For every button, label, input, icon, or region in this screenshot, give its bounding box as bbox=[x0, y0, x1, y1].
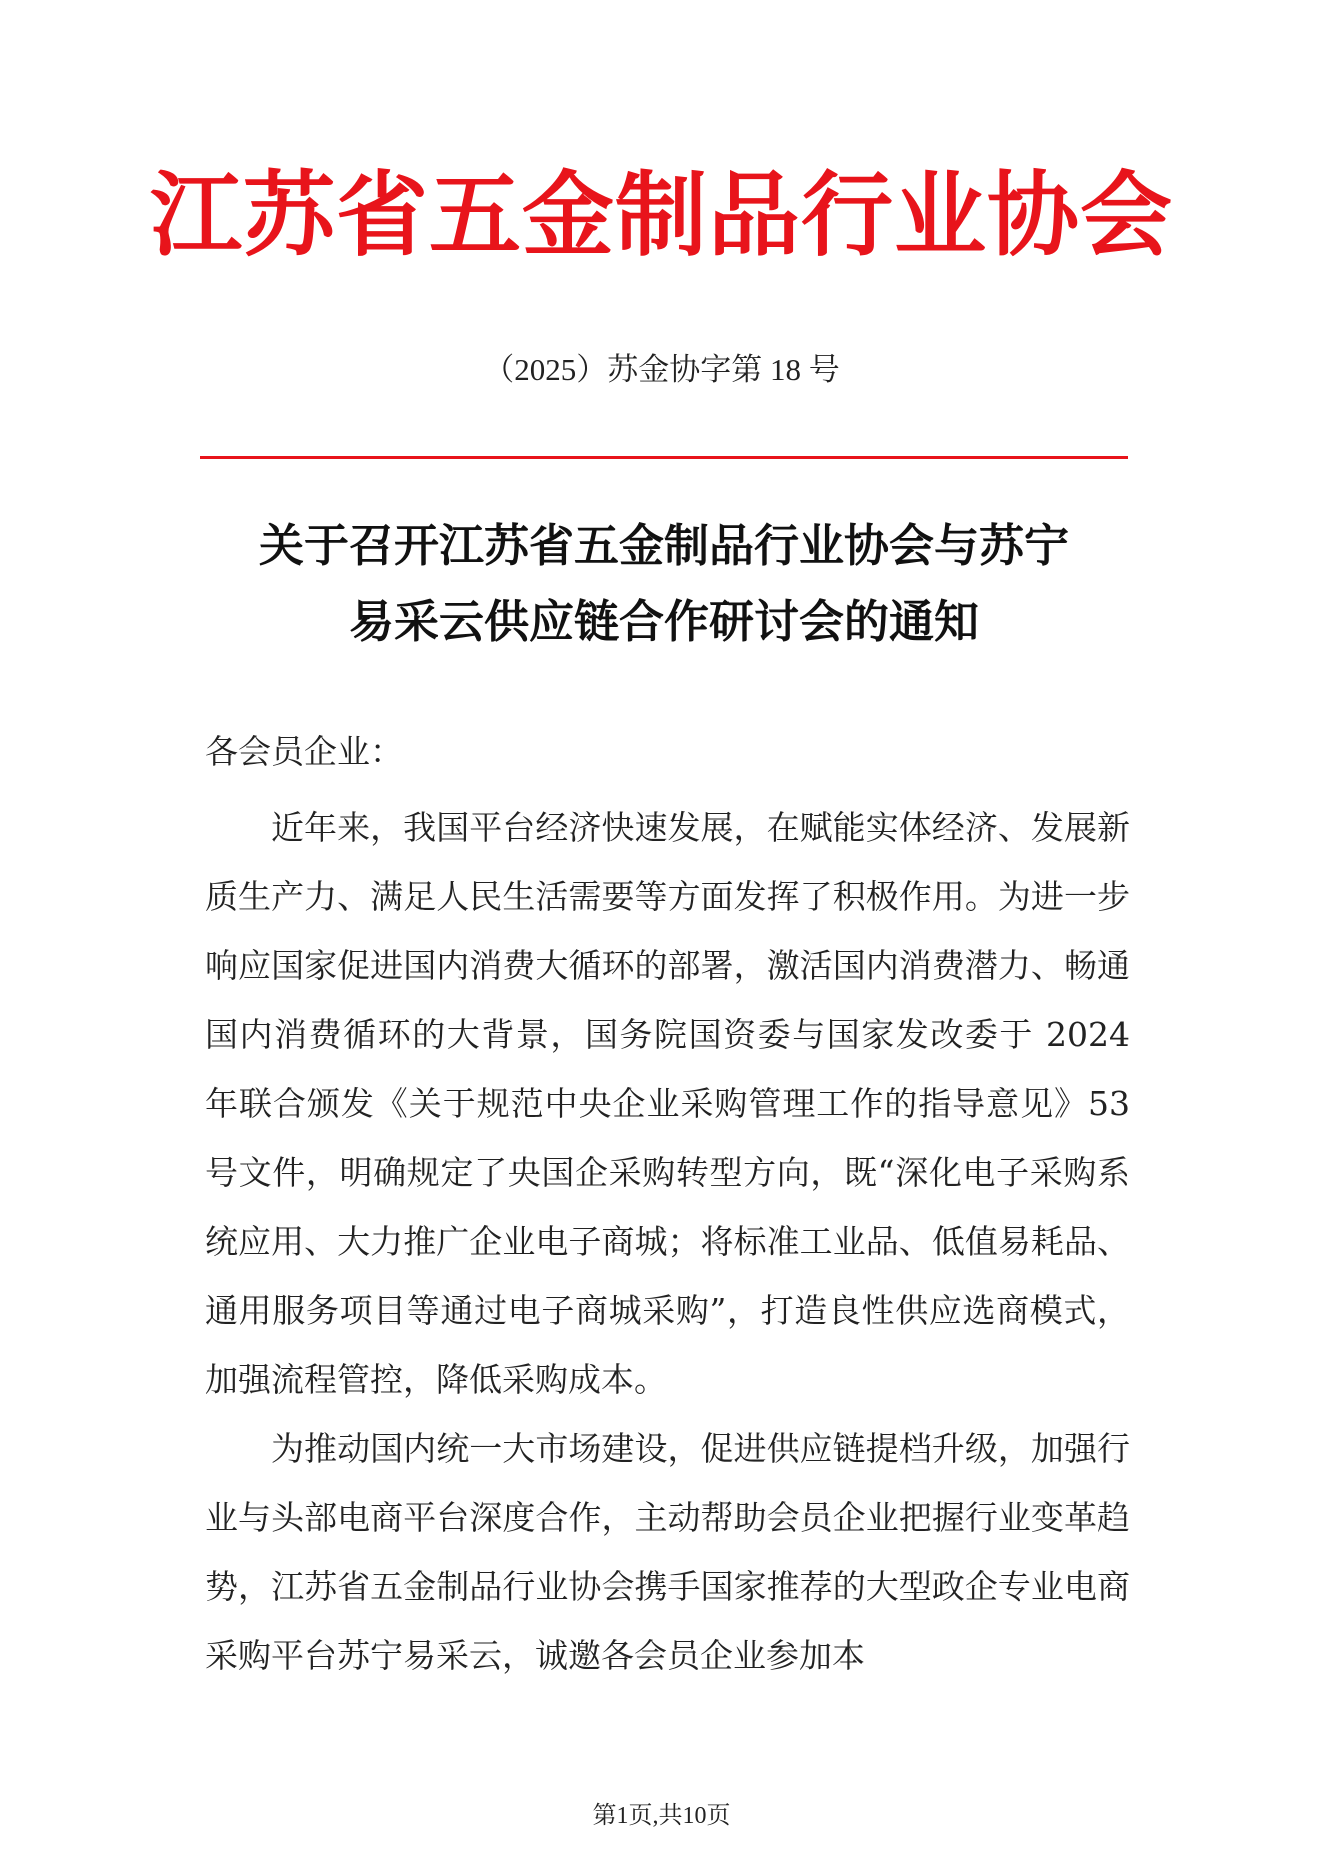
body-paragraph-1: 近年来，我国平台经济快速发展，在赋能实体经济、发展新质生产力、满足人民生活需要等方面发挥了积极作用。为进一步响应国家促进国内消费大循环的部署，激活国内消费潜力、畅通国内消费循环的大背景，国务院国资委与国家发改委于 2024 年联合颁发《关于规范中央企业采购管理工作的指导意见》53 号文件，明确规定了央国企采购转型方向，既“深化电子采购系统应用、大力推广企业电子商城；将标准工业品、低值易耗品、通用服务项目等通过电子商城采购”，打造良性供应选商模式，加强流程管控，降低采购成本。 bbox=[205, 808, 1130, 1399]
document-title bbox=[200, 508, 1128, 660]
organization-header: 江苏省五金制品行业协会 bbox=[149, 161, 1173, 269]
document-title-line-1: 关于召开江苏省五金制品行业协会与苏宁 bbox=[258, 519, 1069, 572]
document-title-line-2: 易采云供应链合作研讨会的通知 bbox=[348, 595, 979, 648]
document-number: （2025）苏金协字第 18 号 bbox=[483, 352, 840, 387]
red-divider-line bbox=[200, 456, 1128, 459]
page-number-footer: 第1页,共10页 bbox=[592, 1803, 731, 1829]
salutation: 各会员企业： bbox=[205, 732, 403, 771]
body-paragraph-2: 为推动国内统一大市场建设，促进供应链提档升级，加强行业与头部电商平台深度合作，主动帮助会员企业把握行业变革趋势，江苏省五金制品行业协会携手国家推荐的大型政企专业电商采购平台苏宁易采云，诚邀各会员企业参加本 bbox=[205, 1429, 1130, 1675]
